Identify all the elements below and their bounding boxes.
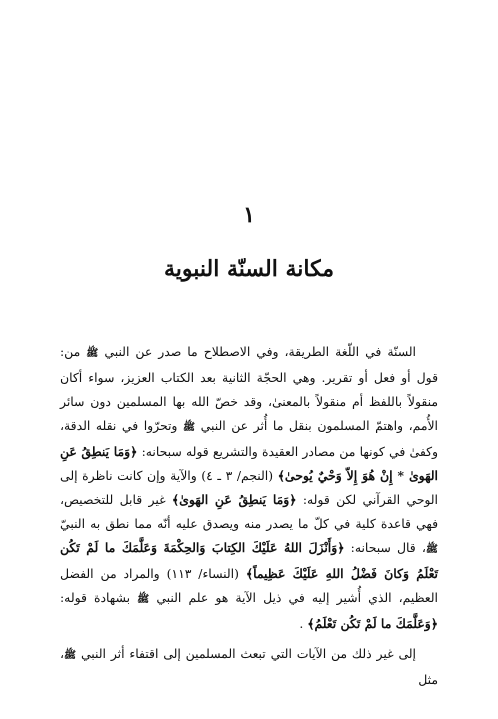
salawat-symbol: ﷺ	[425, 544, 438, 555]
text-run: من: قول أو فعل أو تقرير. وهي الحجّة الثانية بعد الكتاب العزيز، سواء أكان منقولاً باللفظ أم منقولاً بالمعنىٰ، وقد خصّ الله بها المسلمين دون سائر الأُمم، واهتمّ المسلمون بنقل ما أُثر عن النبي	[60, 344, 439, 433]
quran-verse: ﴿وَمَا يَنطِقُ عَنِ الهَوىٰ * إِنْ هُوَ إِلاّ وَحْيٌ يُوحىٰ﴾	[60, 444, 438, 483]
body-text	[60, 340, 438, 692]
chapter-number: ١	[243, 202, 255, 228]
paragraph-2	[60, 642, 438, 692]
text-run: وتحرّوا في نقله الدقة، وكفىٰ في كونها من مصادر العقيدة والتشريع قوله سبحانه:	[60, 418, 438, 459]
salawat-symbol: ﷺ	[182, 422, 196, 433]
quran-verse: ﴿وَأَنْزَلَ اللهُ عَلَيْكَ الكِتابَ وَالحِكْمَةَ وَعَلَّمَكَ ما لَمْ تَكُن تَعْلَمُ وَكانَ فَضْلُ اللهِ عَلَيْكَ عَظِيماً﴾	[60, 540, 438, 581]
text-run: إلى غير ذلك من الآيات التي تبعث المسلمين إلى اقتفاء أثر النبي	[76, 646, 416, 661]
text-run: ، مثل	[60, 646, 438, 687]
text-run: السنّة في اللّغة الطريقة، وفي الاصطلاح ما صدر عن النبي	[98, 344, 416, 359]
text-run: ، قال سبحانه:	[344, 540, 426, 555]
salawat-symbol: ﷺ	[86, 348, 99, 359]
quran-verse: ﴿وَمَا يَنطِقُ عَنِ الهَوىٰ﴾	[171, 492, 297, 507]
chapter-title: مكانة السنّة النبوية	[163, 256, 335, 282]
text-run: (النساء/ ١١٣) والمراد من الفضل العظيم، الذي أُشير إليه في ذيل الآية هو علم النبي	[60, 566, 438, 605]
salawat-symbol: ﷺ	[64, 650, 77, 661]
text-run: بشهادة قوله:	[60, 590, 138, 605]
paragraph-1	[60, 340, 438, 636]
text-run: .	[299, 616, 308, 631]
salawat-symbol: ﷺ	[137, 594, 150, 605]
quran-verse: ﴿وَعَلَّمَكَ ما لَمْ تَكُن تَعْلَمُ﴾	[307, 616, 438, 631]
text-run: غير قابل للتخصيص، فهي قاعدة كلية في كلّ ما يصدر منه ويصدق عليه أنّه مما نطق به النبيّ	[60, 492, 438, 531]
text-run: (النجم/ ٣ ـ ٤) والآية وإن كانت ناظرة إلى الوحي القرآني لكن قوله:	[60, 468, 438, 507]
